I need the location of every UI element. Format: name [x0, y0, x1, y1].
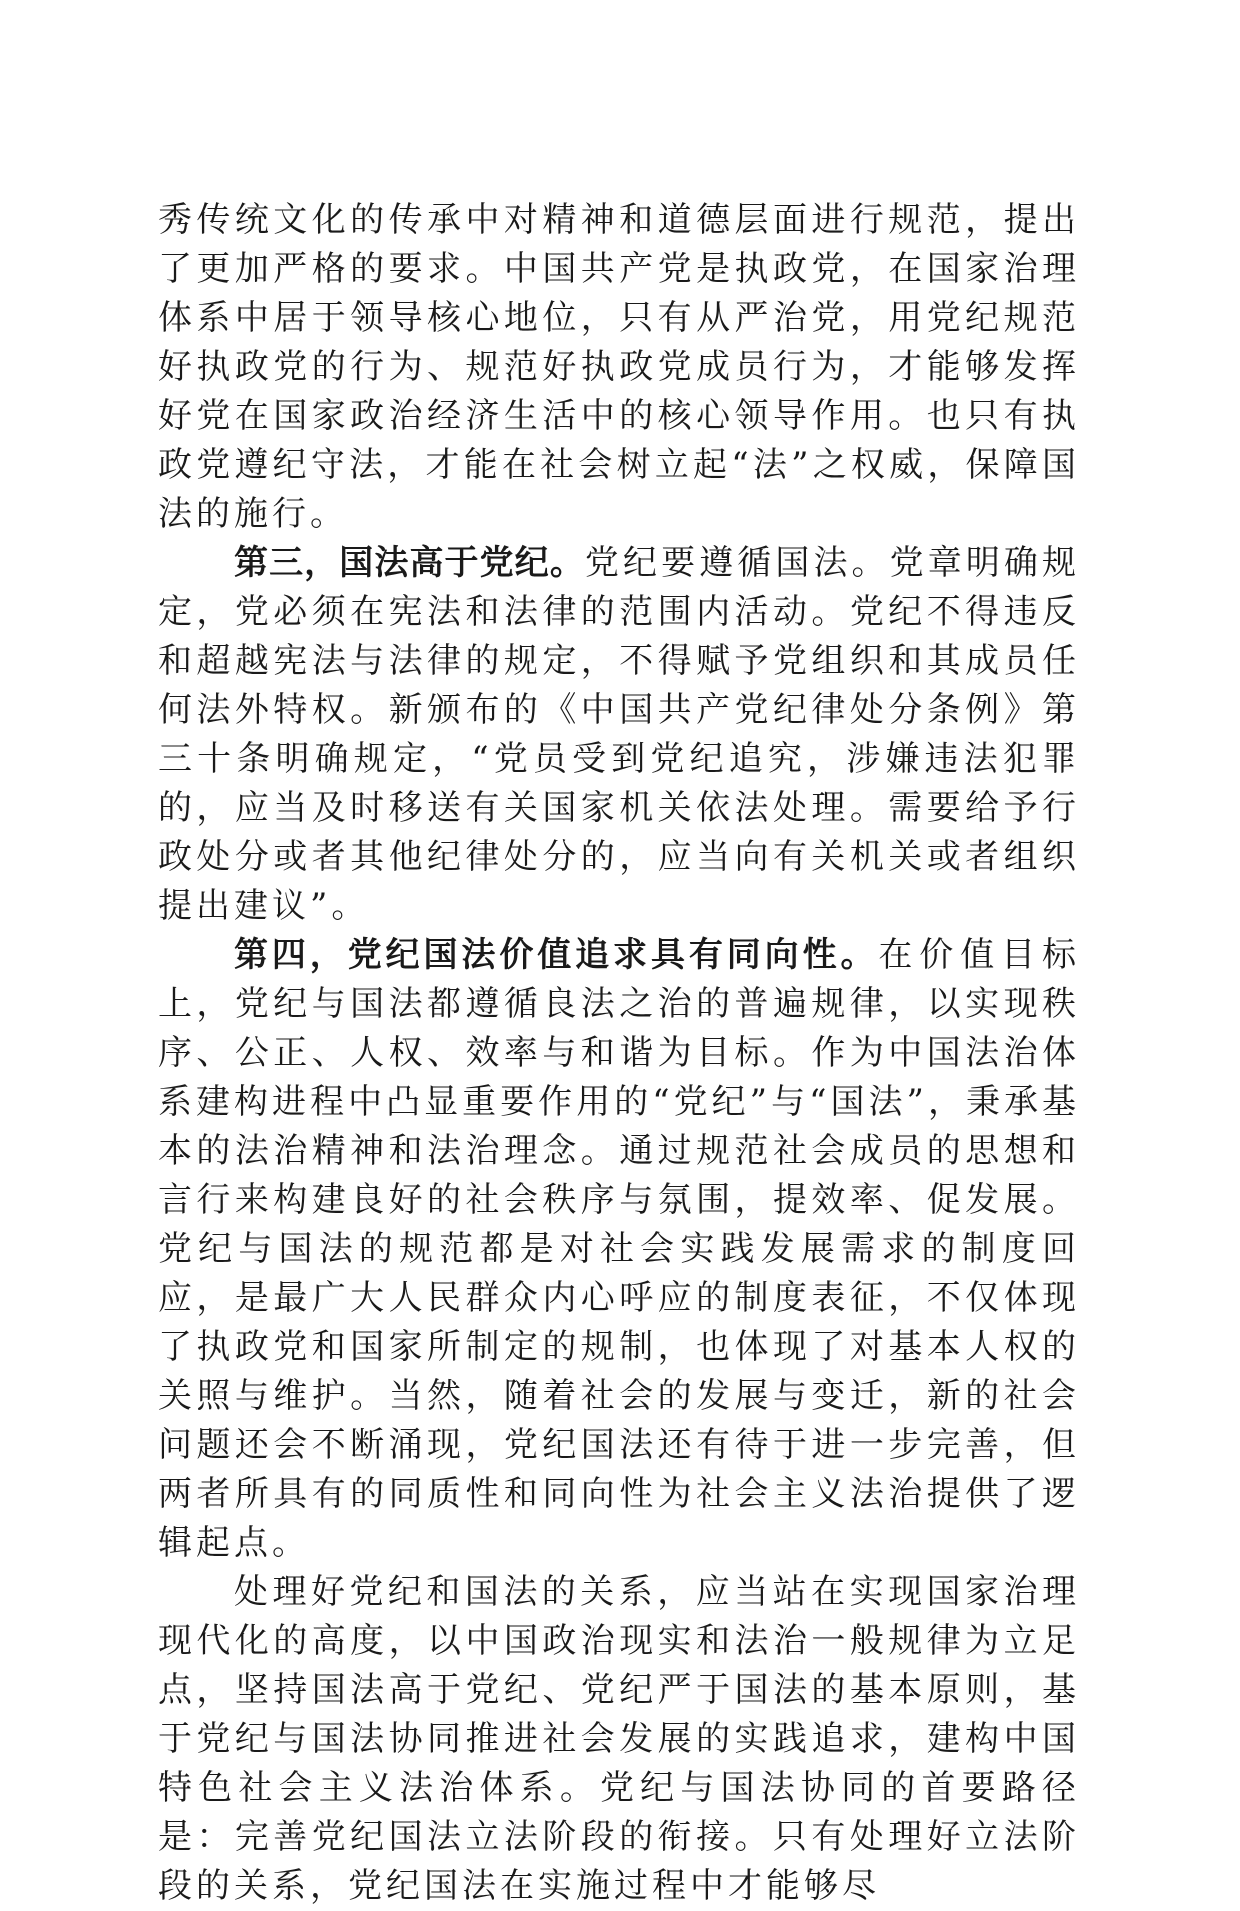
document-body — [158, 196, 1080, 1911]
paragraph-handling-relation — [158, 1568, 1080, 1911]
paragraph-fourth-point — [158, 931, 1080, 1568]
paragraph-text: 秀传统文化的传承中对精神和道德层面进行规范，提出了更加严格的要求。中国共产党是执政党，在国家治理体系中居于领导核心地位，只有从严治党，用党纪规范好执政党的行为、规范好执政党成员行为，才能够发挥好党在国家政治经济生活中的核心领导作用。也只有执政党遵纪守法，才能在社会树立起“法”之权威，保障国法的施行。 — [158, 200, 1080, 534]
paragraph-text: 党纪要遵循国法。党章明确规定，党必须在宪法和法律的范围内活动。党纪不得违反和超越宪法与法律的规定，不得赋予党组织和其成员任何法外特权。新颁布的《中国共产党纪律处分条例》第三十条明确规定，“党员受到党纪追究，涉嫌违法犯罪的，应当及时移送有关国家机关依法处理。需要给予行政处分或者其他纪律处分的，应当向有关机关或者组织提出建议”。 — [158, 543, 1081, 926]
paragraph-lead-heading: 第三，国法高于党纪。 — [234, 543, 585, 583]
paragraph-third-point — [158, 539, 1080, 931]
paragraph-text: 在价值目标上，党纪与国法都遵循良法之治的普遍规律，以实现秩序、公正、人权、效率与和谐为目标。作为中国法治体系建构进程中凸显重要作用的“党纪”与“国法”，秉承基本的法治精神和法治理念。通过规范社会成员的思想和言行来构建良好的社会秩序与氛围，提效率、促发展。党纪与国法的规范都是对社会实践发展需求的制度回应，是最广大人民群众内心呼应的制度表征，不仅体现了执政党和国家所制定的规制，也体现了对基本人权的关照与维护。当然，随着社会的发展与变迁，新的社会问题还会不断涌现，党纪国法还有待于进一步完善，但两者所具有的同质性和同向性为社会主义法治提供了逻辑起点。 — [158, 935, 1081, 1563]
paragraph-continuation — [158, 196, 1080, 539]
paragraph-text: 处理好党纪和国法的关系，应当站在实现国家治理现代化的高度，以中国政治现实和法治一般规律为立足点，坚持国法高于党纪、党纪严于国法的基本原则，基于党纪与国法协同推进社会发展的实践追求，建构中国特色社会主义法治体系。党纪与国法协同的首要路径是：完善党纪国法立法阶段的衔接。只有处理好立法阶段的关系，党纪国法在实施过程中才能够尽 — [158, 1572, 1080, 1906]
paragraph-lead-heading: 第四，党纪国法价值追求具有同向性。 — [234, 935, 879, 975]
